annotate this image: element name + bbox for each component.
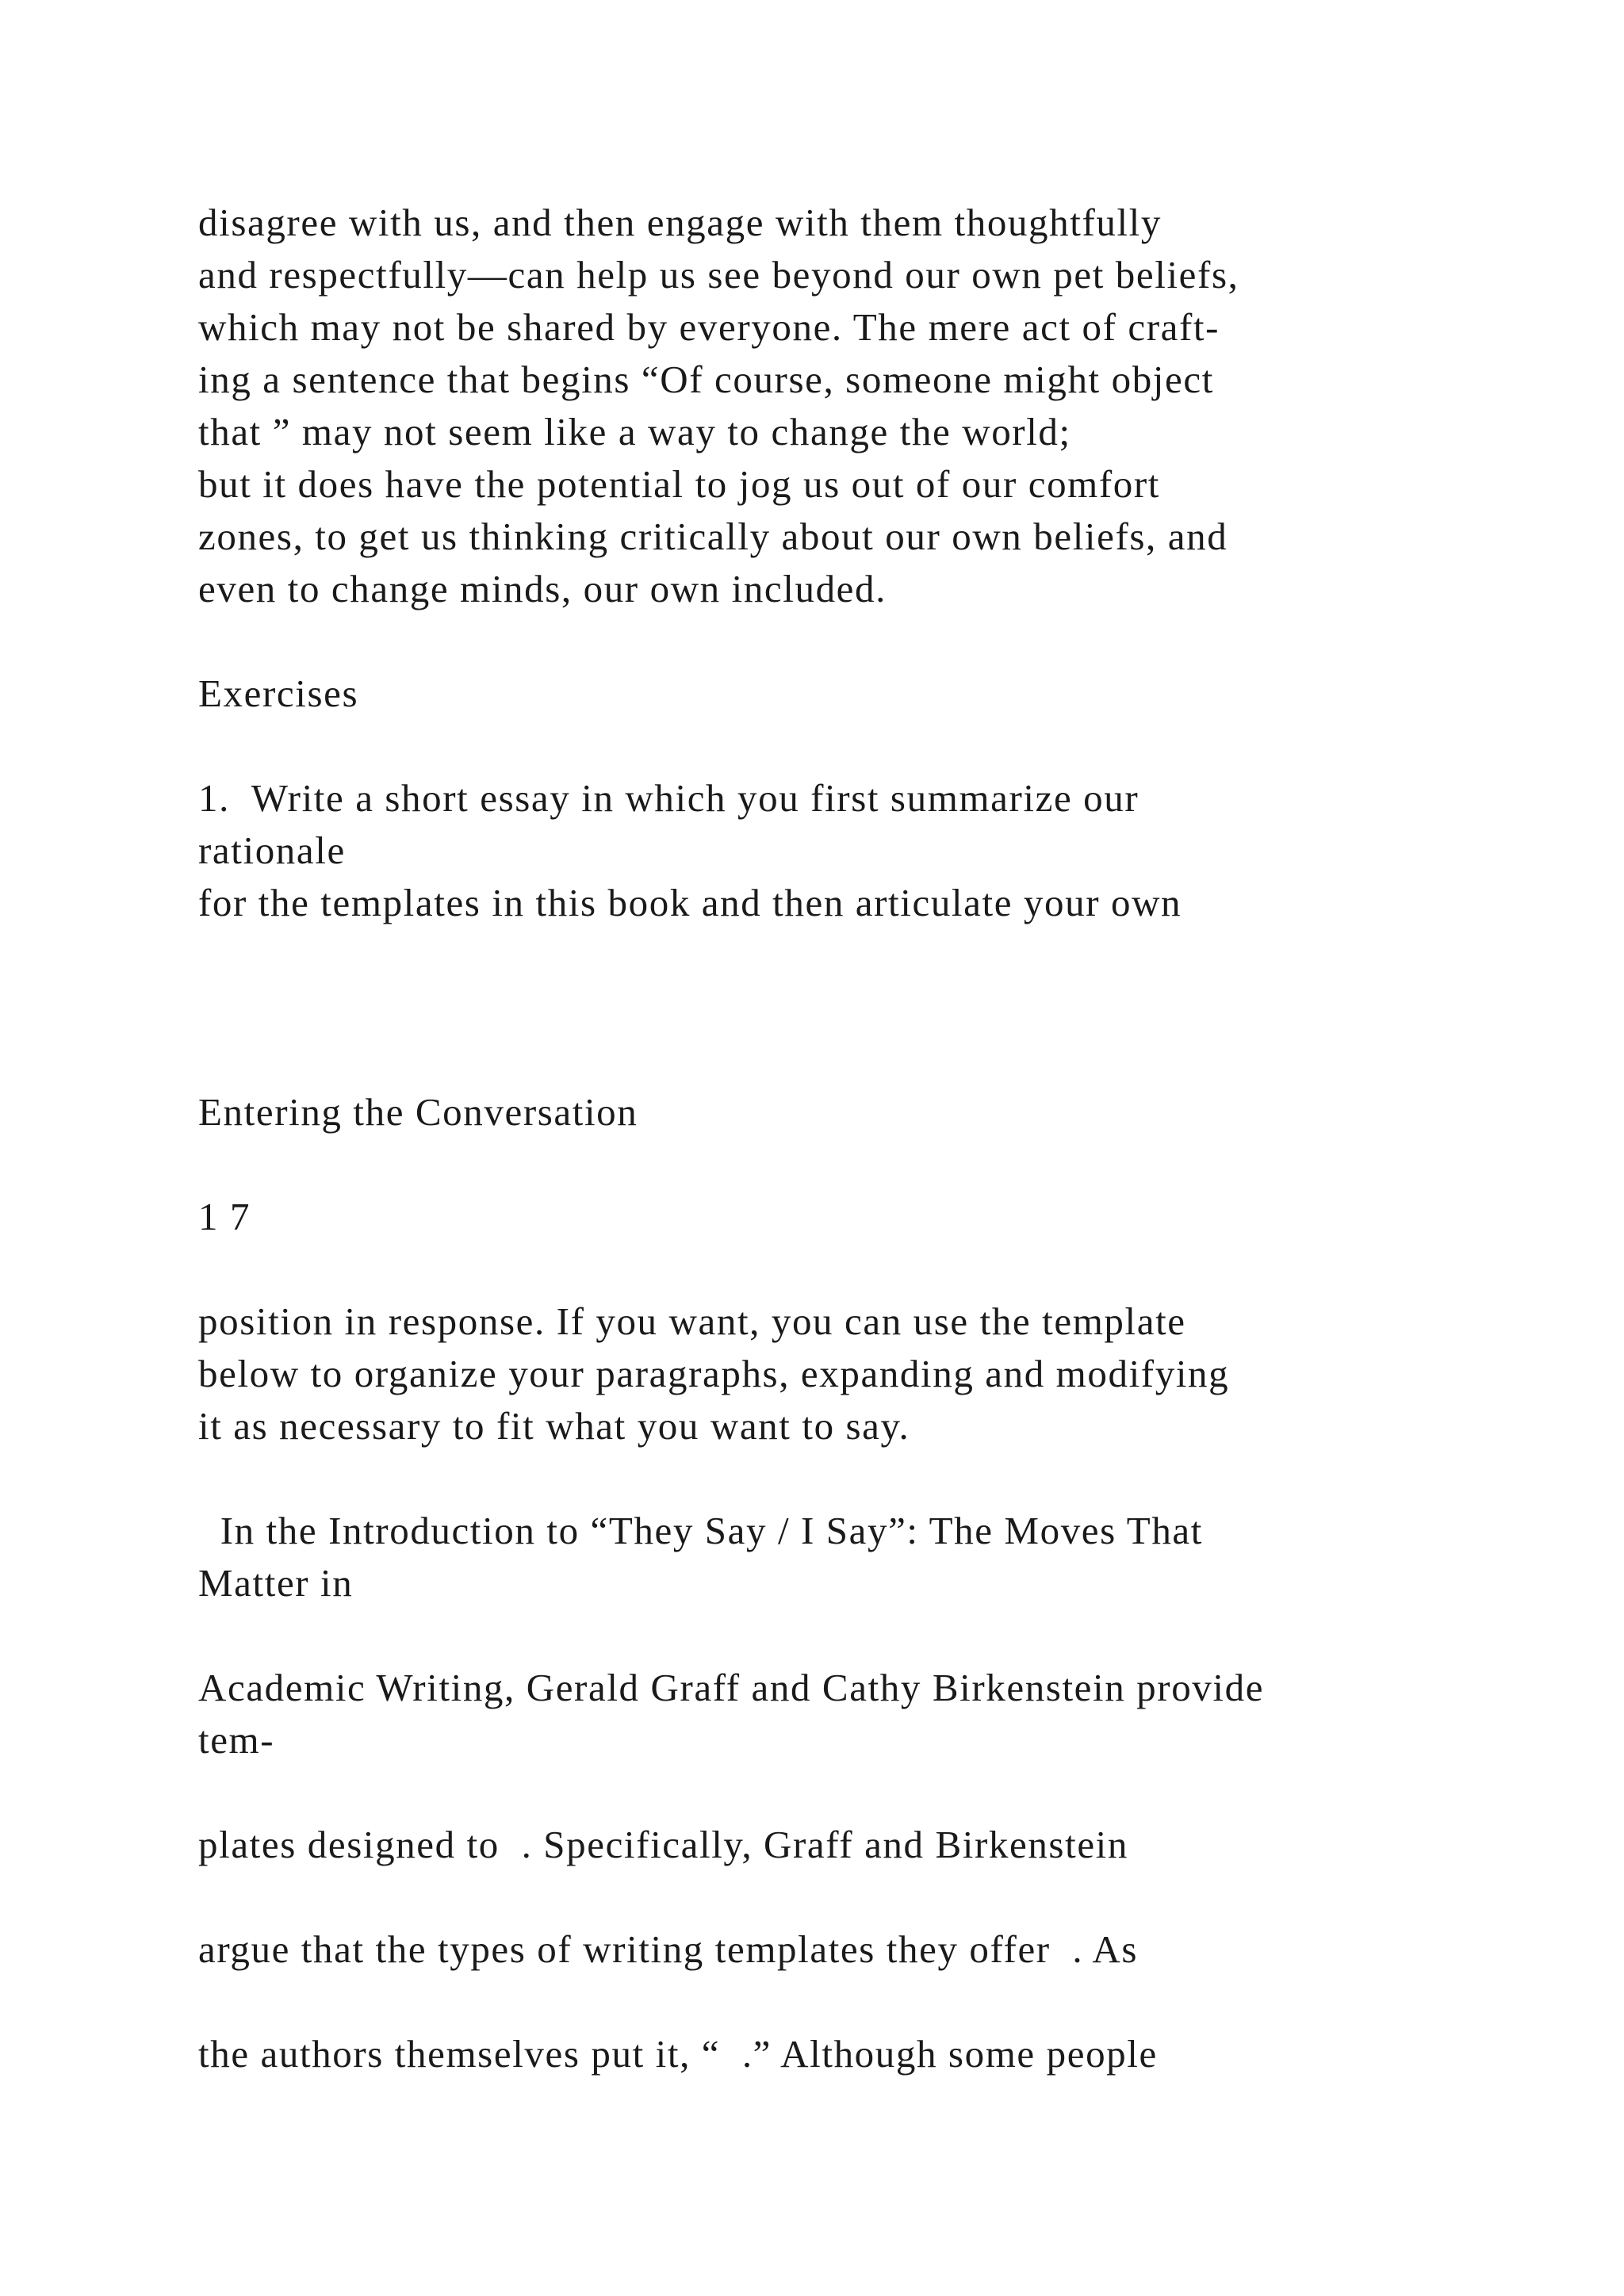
text-line: In the Introduction to “They Say / I Say”: The Moves That: [198, 1509, 1203, 1552]
text-line: 1. Write a short essay in which you first summarize our: [198, 776, 1139, 820]
text-line: position in response. If you want, you can use the template: [198, 1299, 1186, 1343]
text-line: zones, to get us thinking critically about our own beliefs, and: [198, 515, 1228, 558]
text-line: Matter in: [198, 1561, 354, 1605]
page-number: 1 7: [198, 1195, 251, 1238]
text-line: for the templates in this book and then articulate your own: [198, 881, 1182, 924]
text-line: ing a sentence that begins “Of course, someone might object: [198, 358, 1214, 401]
text-line: Academic Writing, Gerald Graff and Cathy Birkenstein provide: [198, 1666, 1265, 1709]
running-head: Entering the Conversation: [198, 1090, 638, 1134]
text-line: tem-: [198, 1718, 275, 1762]
text-line: and respectfully—can help us see beyond our own pet beliefs,: [198, 253, 1239, 297]
text-line: argue that the types of writing templates they offer . As: [198, 1927, 1139, 1971]
text-line: it as necessary to fit what you want to say.: [198, 1404, 910, 1448]
text-line: which may not be shared by everyone. The mere act of craft-: [198, 305, 1220, 349]
text-line: below to organize your paragraphs, expanding and modifying: [198, 1352, 1230, 1395]
text-line: plates designed to . Specifically, Graff and Birkenstein: [198, 1823, 1128, 1866]
text-line: disagree with us, and then engage with them thoughtfully: [198, 201, 1162, 244]
text-line: but it does have the potential to jog us out of our comfort: [198, 462, 1161, 506]
text-line: rationale: [198, 828, 346, 872]
text-line: even to change minds, our own included.: [198, 567, 887, 610]
text-line: the authors themselves put it, “ .” Although some people: [198, 2032, 1158, 2076]
exercises-heading: Exercises: [198, 672, 359, 715]
text-line: that ” may not seem like a way to change the world;: [198, 410, 1071, 453]
